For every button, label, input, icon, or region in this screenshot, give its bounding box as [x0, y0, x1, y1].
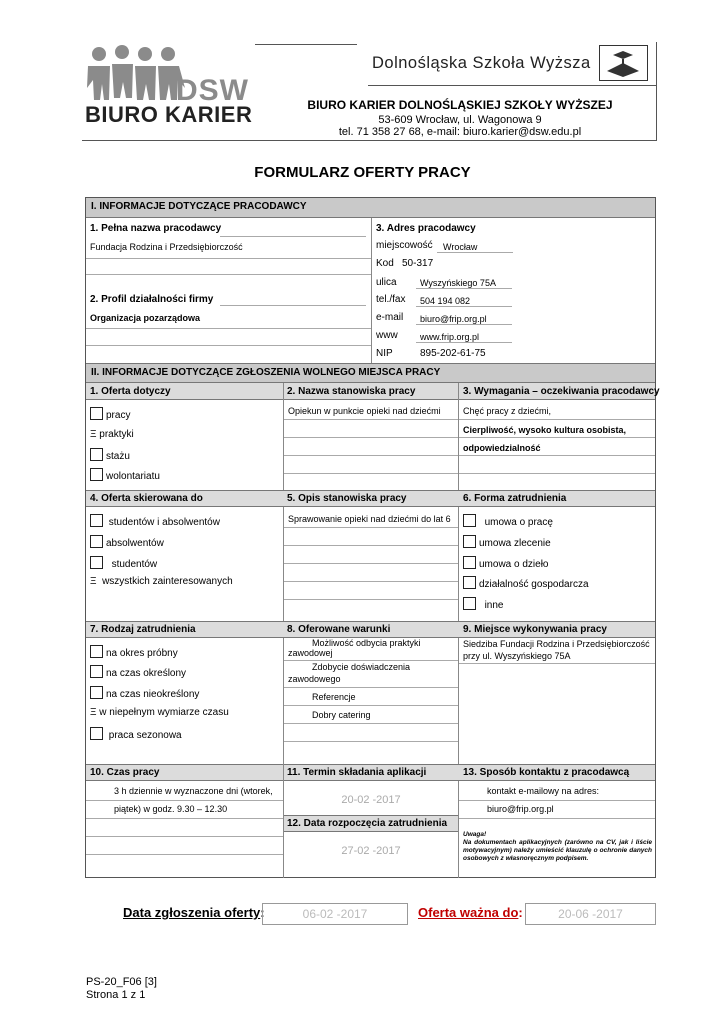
work-time-line-2: piątek) w godz. 9.30 – 12.30 [114, 804, 228, 814]
start-value[interactable]: 27-02 -2017 [341, 845, 401, 857]
target-students-graduates[interactable] [90, 514, 220, 528]
valid-until-label [418, 905, 523, 920]
option-label: inne [484, 600, 504, 611]
option-label: praca sezonowa [108, 730, 182, 741]
profile-label: 2. Profil działalności firmy [90, 294, 214, 305]
address-label: 3. Adres pracodawcy [376, 223, 476, 234]
full-name-value: Fundacja Rodzina i Przedsiębiorczość [90, 242, 243, 252]
checkbox[interactable] [90, 535, 103, 548]
option-label: studentów [111, 559, 158, 570]
conditions-line-1a: Możliwość odbycia praktyki [312, 638, 421, 648]
option-label: na czas określony [106, 668, 187, 679]
description-value: Sprawowanie opieki nad dziećmi do lat 6 [288, 514, 451, 524]
checkbox[interactable] [90, 665, 103, 678]
checkbox[interactable] [90, 727, 103, 740]
office-title: BIURO KARIER DOLNOŚLĄSKIEJ SZKOŁY WYŻSZEJ [307, 98, 613, 112]
selected-mark: Ξ [90, 576, 97, 587]
option-label: stażu [106, 451, 130, 462]
option-label: studentów i absolwentów [108, 517, 220, 528]
row-line [86, 345, 371, 346]
checkbox[interactable] [463, 535, 476, 548]
nip-label: NIP [376, 348, 393, 359]
page-number: Strona 1 z 1 [86, 989, 146, 1001]
conditions-line-2b: zawodowego [288, 674, 341, 684]
row-line [459, 455, 655, 456]
section-1-header: I. INFORMACJE DOTYCZĄCE PRACODAWCY [86, 198, 655, 218]
row-line [284, 581, 458, 582]
school-crest-icon [599, 45, 648, 81]
checkbox[interactable] [90, 514, 103, 527]
place-line-2: przy ul. Wyszyńskiego 75A [463, 651, 571, 661]
option-label: na czas nieokreślony [106, 689, 200, 700]
option-label: umowa zlecenie [479, 538, 551, 549]
row-line [284, 437, 458, 438]
place-label: 9. Miejsce wykonywania pracy [463, 624, 607, 635]
row-line [86, 274, 371, 275]
contact-label: 13. Sposób kontaktu z pracodawcą [463, 767, 630, 778]
checkbox[interactable] [90, 407, 103, 420]
employment-form-label: 6. Forma zatrudnienia [463, 493, 567, 504]
checkbox[interactable] [90, 686, 103, 699]
conditions-line-1b: zawodowej [288, 648, 333, 658]
form-work-contract[interactable] [463, 556, 548, 570]
full-name-label: 1. Pełna nazwa pracodawcy [90, 223, 222, 234]
form-mandate-contract[interactable] [463, 535, 551, 549]
checkbox[interactable] [463, 556, 476, 569]
offer-type-traineeship[interactable] [90, 448, 130, 462]
row-line [284, 473, 458, 474]
conditions-line-4: Dobry catering [312, 710, 371, 720]
conditions-label: 8. Oferowane warunki [287, 624, 391, 635]
office-address: 53-609 Wrocław, ul. Wagonowa 9 [378, 114, 542, 126]
work-time-line-1: 3 h dziennie w wyznaczone dni (wtorek, [114, 786, 273, 796]
city-value: Wrocław [437, 242, 513, 253]
option-label: na okres próbny [106, 648, 178, 659]
street-label: ulica [376, 277, 397, 288]
row-line [284, 660, 458, 661]
row-line [86, 818, 283, 819]
row-line [284, 705, 458, 706]
row-line [284, 741, 458, 742]
www-label: www [376, 330, 398, 341]
kind-part-time[interactable] [90, 707, 229, 718]
row-line [86, 800, 283, 801]
requirements-line-3: odpowiedzialność [463, 443, 541, 453]
start-label: 12. Data rozpoczęcia zatrudnienia [287, 818, 448, 829]
checkbox[interactable] [463, 597, 476, 610]
row-line [459, 818, 655, 819]
postal-code-value: 50-317 [402, 258, 434, 269]
submit-date-field[interactable]: 06-02 -2017 [262, 903, 408, 925]
target-graduates[interactable] [90, 535, 164, 549]
checkbox[interactable] [463, 514, 476, 527]
option-label: umowa o pracę [484, 517, 553, 528]
deadline-value[interactable]: 20-02 -2017 [341, 794, 401, 806]
offer-type-internship[interactable] [90, 429, 134, 440]
profile-underline [220, 305, 366, 306]
selected-mark: Ξ [90, 429, 97, 440]
option-label: umowa o dzieło [479, 559, 549, 570]
colon: : [518, 905, 523, 920]
full-name-underline [220, 236, 366, 237]
selected-mark: Ξ [90, 707, 97, 718]
street-value: Wyszyńskiego 75A [416, 278, 512, 289]
position-value: Opiekun w punkcie opieki nad dziećmi [288, 406, 441, 416]
row-line [86, 836, 283, 837]
conditions-line-3: Referencje [312, 692, 356, 702]
requirements-line-1: Chęć pracy z dziećmi, [463, 406, 552, 416]
requirements-label: 3. Wymagania – oczekiwania pracodawcy [463, 386, 660, 397]
note-title: Uwaga! [463, 831, 487, 838]
document-code: PS-20_F06 [3] [86, 976, 157, 988]
target-everyone[interactable] [90, 576, 233, 587]
deadline-label: 11. Termin składania aplikacji [287, 767, 427, 778]
kind-seasonal[interactable] [90, 727, 182, 741]
option-label: wszystkich zainteresowanych [102, 576, 233, 587]
office-contact: tel. 71 358 27 68, e-mail: biuro.karier@dsw.edu.pl [338, 126, 582, 138]
row-line [284, 723, 458, 724]
checkbox[interactable] [90, 645, 103, 658]
logo-biuro-karier-text: BIURO KARIER [85, 102, 253, 127]
form-other[interactable] [463, 597, 503, 611]
colon: : [260, 905, 265, 920]
option-label: absolwentów [106, 538, 164, 549]
requirements-line-2: Cierpliwość, wysoko kultura osobista, [463, 425, 627, 435]
kind-indefinite[interactable] [90, 686, 199, 700]
option-label: wolontariatu [106, 471, 160, 482]
www-value: www.frip.org.pl [416, 332, 512, 343]
section-1-divider [371, 218, 372, 363]
row-line [284, 599, 458, 600]
submit-date-text: Data zgłoszenia oferty [123, 905, 261, 920]
row-line [459, 800, 655, 801]
note-body: Na dokumentach aplikacyjnych (zarówno na CV, jak i liście motywacyjnym) należy umieścić klauzulę o ochronie danych osobowych z własnoręcznym podpisem. [463, 839, 652, 862]
option-label: praktyki [99, 429, 134, 440]
submit-date-label [123, 905, 265, 920]
column-divider [283, 383, 284, 770]
contact-line-1: kontakt e-mailowy na adres: [487, 786, 600, 796]
row-line [459, 473, 655, 474]
checkbox[interactable] [90, 448, 103, 461]
option-label: działalność gospodarcza [479, 579, 589, 590]
header-line [255, 44, 357, 45]
employment-kind-label: 7. Rodzaj zatrudnienia [90, 624, 196, 635]
form-employment-contract[interactable] [463, 514, 553, 528]
row-line [86, 854, 283, 855]
row-line [284, 545, 458, 546]
section-2-header: II. INFORMACJE DOTYCZĄCE ZGŁOSZENIA WOLNEGO MIEJSCA PRACY [86, 363, 655, 383]
postal-code-label: Kod [376, 258, 394, 269]
row-line [459, 437, 655, 438]
work-time-label: 10. Czas pracy [90, 767, 160, 778]
checkbox[interactable] [90, 556, 103, 569]
option-label: pracy [106, 410, 131, 421]
checkbox[interactable] [90, 468, 103, 481]
row-line [86, 328, 371, 329]
row-line [459, 663, 655, 664]
target-label: 4. Oferta skierowana do [90, 493, 203, 504]
position-label: 2. Nazwa stanowiska pracy [287, 386, 416, 397]
city-label: miejscowość [376, 240, 433, 251]
row-line [459, 419, 655, 420]
row-line [284, 687, 458, 688]
place-line-1: Siedziba Fundacji Rodzina i Przedsiębiorczość [463, 639, 650, 649]
description-label: 5. Opis stanowiska pracy [287, 493, 407, 504]
form-business[interactable] [463, 576, 589, 590]
phone-label: tel./fax [376, 294, 406, 305]
option-label: w niepełnym wymiarze czasu [99, 707, 229, 718]
checkbox[interactable] [463, 576, 476, 589]
form-title: FORMULARZ OFERTY PRACY [254, 164, 471, 181]
offer-type-volunteering[interactable] [90, 468, 160, 482]
kind-probation[interactable] [90, 645, 178, 659]
phone-value: 504 194 082 [416, 296, 512, 307]
target-students[interactable] [90, 556, 157, 570]
email-label: e-mail [376, 312, 404, 323]
row-line [284, 419, 458, 420]
row-line [284, 455, 458, 456]
kind-fixed-term[interactable] [90, 665, 186, 679]
contact-line-2: biuro@frip.org.pl [487, 804, 554, 814]
offer-type-label: 1. Oferta dotyczy [90, 386, 171, 397]
row-line [284, 563, 458, 564]
nip-value: 895-202-61-75 [420, 348, 486, 359]
valid-until-field[interactable]: 20-06 -2017 [525, 903, 656, 925]
email-value: biuro@frip.org.pl [416, 314, 512, 325]
row-line [284, 527, 458, 528]
profile-value: Organizacja pozarządowa [90, 313, 201, 323]
valid-until-text: Oferta ważna do [418, 905, 519, 920]
school-name: Dolnośląska Szkoła Wyższa [372, 54, 591, 72]
row-line [86, 258, 371, 259]
logo-dsw-text: DSW [176, 74, 249, 107]
offer-type-work[interactable] [90, 407, 130, 421]
conditions-line-2a: Zdobycie doświadczenia [312, 662, 411, 672]
header-separator [368, 85, 656, 86]
